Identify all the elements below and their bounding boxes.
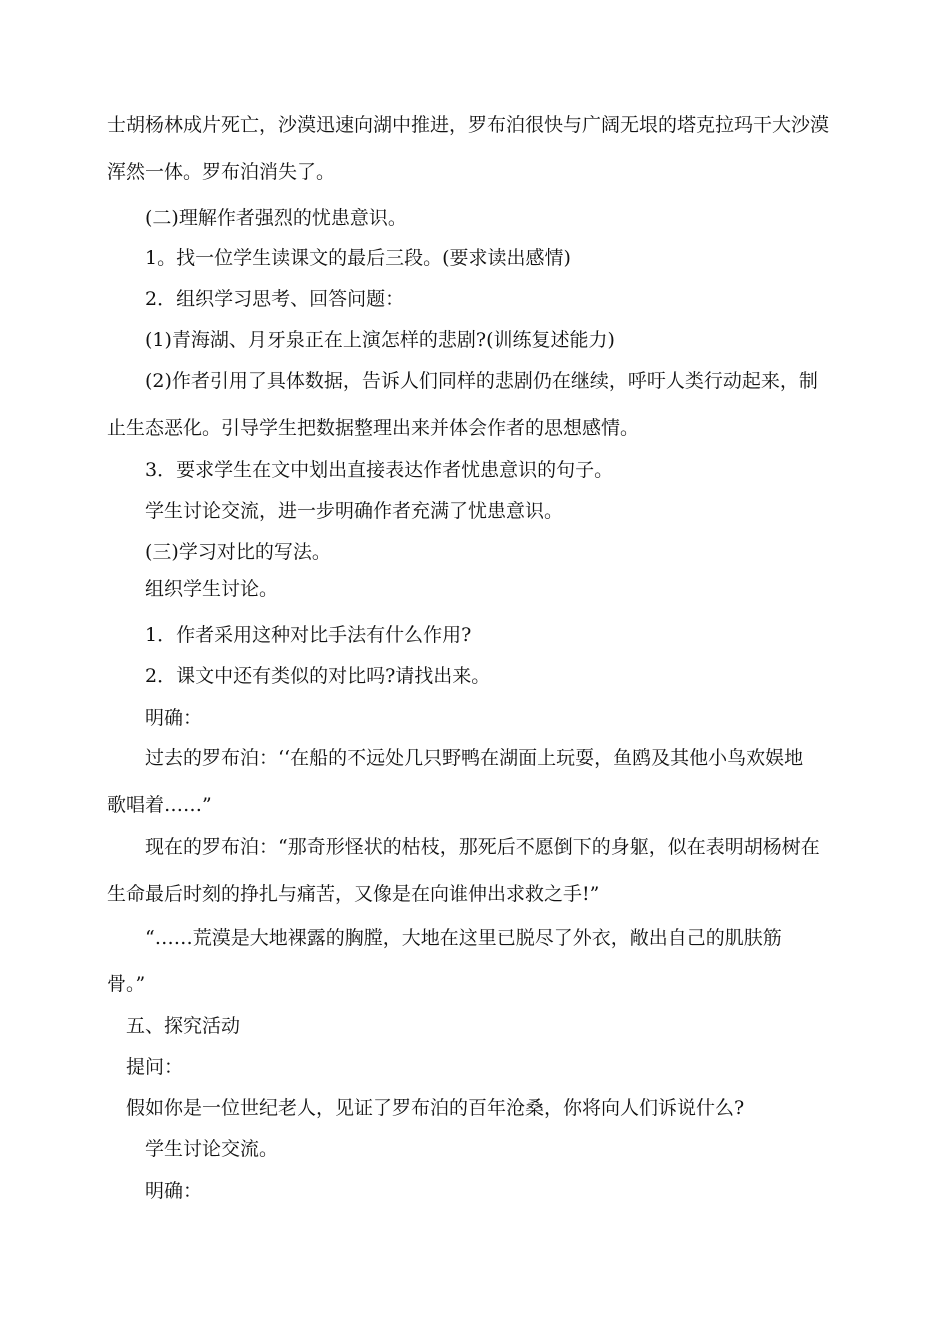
text-line: 止生态恶化。引导学生把数据整理出来并体会作者的思想感情。 — [107, 417, 640, 439]
text-line: (1)青海湖、月牙泉正在上演怎样的悲剧?(训练复述能力) — [145, 329, 615, 351]
text-line: “……荒漠是大地裸露的胸膛，大地在这里已脱尽了外衣，敞出自己的肌肤筋 — [145, 927, 782, 949]
text-line: 3．要求学生在文中划出直接表达作者忧患意识的句子。 — [145, 459, 614, 481]
text-line: 组织学生讨论。 — [145, 578, 279, 600]
text-line: 现在的罗布泊：“那奇形怪状的枯枝，那死后不愿倒下的身躯，似在表明胡杨树在 — [145, 836, 820, 858]
text-line: 歌唱着……” — [107, 794, 212, 816]
text-line: 2．课文中还有类似的对比吗?请找出来。 — [145, 665, 491, 687]
text-line: 假如你是一位世纪老人，见证了罗布泊的百年沧桑，你将向人们诉说什么? — [126, 1097, 745, 1119]
text-line: 1．作者采用这种对比手法有什么作用? — [145, 624, 472, 646]
text-line: 1。找一位学生读课文的最后三段。(要求读出感情) — [145, 247, 571, 269]
text-line: 学生讨论交流。 — [145, 1138, 279, 1160]
text-line: 浑然一体。罗布泊消失了。 — [107, 161, 336, 183]
section-heading: 五、探究活动 — [126, 1015, 241, 1037]
text-line: 明确： — [145, 707, 203, 729]
text-line: 学生讨论交流，进一步明确作者充满了忧患意识。 — [145, 500, 564, 522]
text-line: 提问： — [126, 1056, 184, 1078]
text-line: 明确： — [145, 1180, 203, 1202]
text-line: 生命最后时刻的挣扎与痛苦，又像是在向谁伸出求救之手!” — [107, 883, 600, 905]
text-line: (三)学习对比的写法。 — [145, 541, 331, 563]
text-line: 2．组织学习思考、回答问题： — [145, 288, 405, 310]
text-line: (二)理解作者强烈的忧患意识。 — [145, 207, 407, 229]
text-line: 骨。” — [107, 973, 146, 995]
text-line: 过去的罗布泊：‘‘在船的不远处几只野鸭在湖面上玩耍，鱼鸥及其他小鸟欢娱地 — [145, 747, 804, 769]
text-line: (2)作者引用了具体数据，告诉人们同样的悲剧仍在继续，呼吁人类行动起来，制 — [145, 370, 818, 392]
text-line: 士胡杨林成片死亡，沙漠迅速向湖中推进，罗布泊很快与广阔无垠的塔克拉玛干大沙漠 — [107, 114, 830, 136]
